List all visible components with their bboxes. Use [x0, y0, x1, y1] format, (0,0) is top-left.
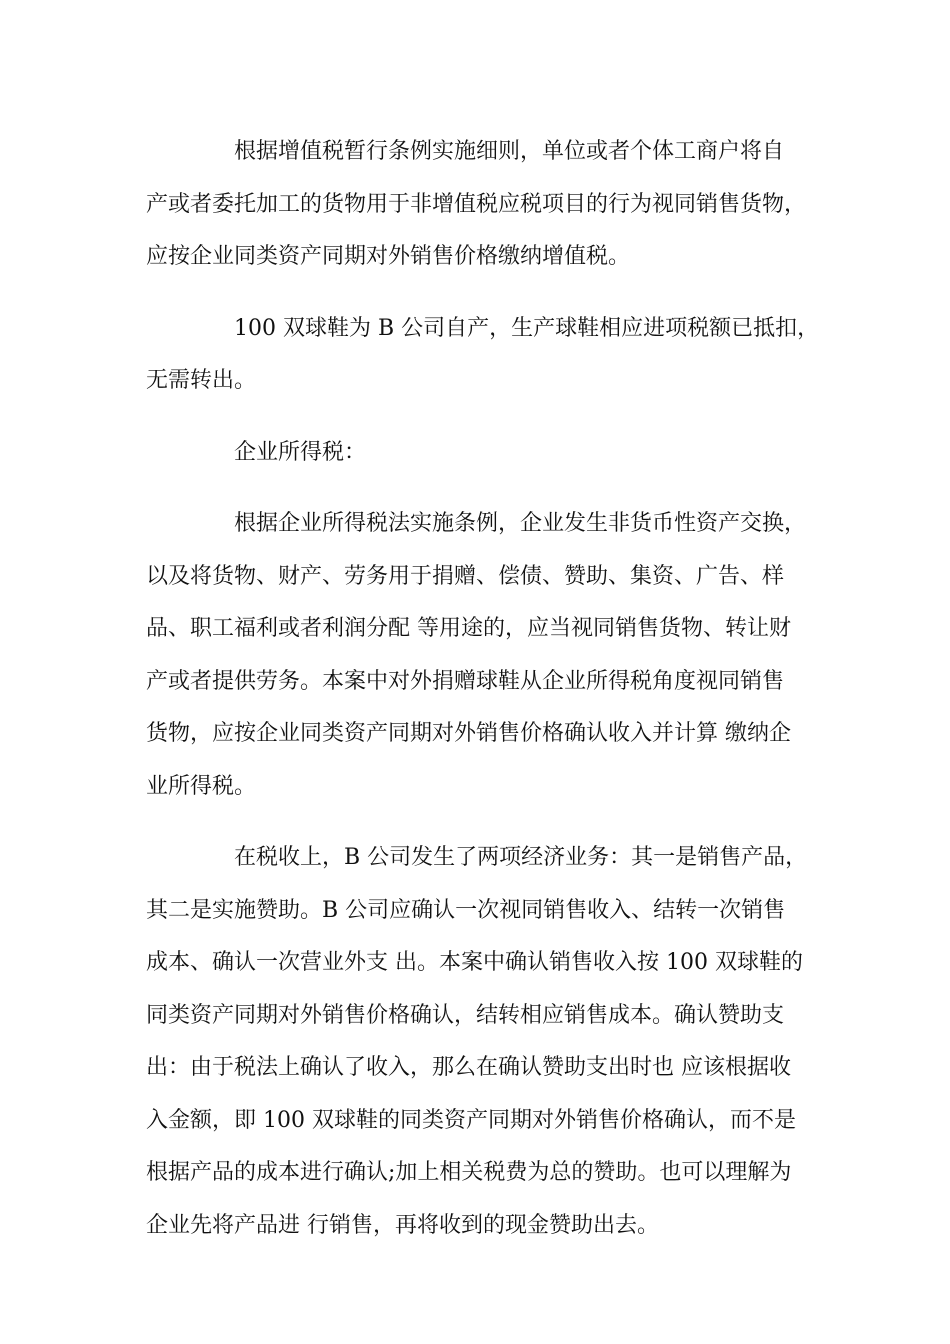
paragraph-vat-regulation: [146, 126, 806, 284]
section-heading-income-tax: [146, 427, 806, 480]
paragraph-income-tax-rule: [146, 498, 806, 813]
paragraph-gap: [146, 479, 806, 498]
text-line: 业所得税。: [146, 773, 257, 799]
paragraph-gap: [146, 408, 806, 427]
text-line: 100 双球鞋为 B 公司自产，生产球鞋相应进项税额已抵扣，: [234, 315, 820, 341]
text-line: 企业先将产品进 行销售，再将收到的现金赞助出去。: [146, 1212, 659, 1238]
text-line: 根据增值税暂行条例实施细则，单位或者个体工商户将自: [234, 139, 785, 164]
paragraph-shoes-self-produced: [146, 303, 820, 408]
text-line: 货物，应按企业同类资产同期对外销售价格确认收入并计算 缴纳企: [146, 721, 791, 746]
text-line: 入金额，即 100 双球鞋的同类资产同期对外销售价格确认，而不是: [146, 1107, 796, 1133]
text-line: 品、职工福利或者利润分配 等用途的，应当视同销售货物、转让财: [146, 616, 791, 641]
text-line: 出：由于税法上确认了收入，那么在确认赞助支出时也 应该根据收: [146, 1055, 791, 1080]
text-line: 产或者提供劳务。本案中对外捐赠球鞋从企业所得税角度视同销售: [146, 668, 785, 694]
text-line: 根据产品的成本进行确认;加上相关税费为总的赞助。也可以理解为: [146, 1160, 792, 1185]
text-line: 成本、确认一次营业外支 出。本案中确认销售收入按 100 双球鞋的: [146, 950, 803, 975]
text-line: 以及将货物、财产、劳务用于捐赠、偿债、赞助、集资、广告、样: [146, 563, 785, 589]
paragraph-tax-treatment: [146, 832, 806, 1252]
text-line: 在税收上，B 公司发生了两项经济业务：其一是销售产品，: [234, 845, 808, 870]
text-line: 企业所得税：: [234, 439, 367, 465]
text-line: 其二是实施赞助。B 公司应确认一次视同销售收入、结转一次销售: [146, 897, 786, 923]
text-line: 根据企业所得税法实施条例，企业发生非货币性资产交换，: [234, 511, 807, 536]
paragraph-gap: [146, 284, 806, 303]
text-line: 无需转出。: [146, 368, 257, 393]
text-line: 同类资产同期对外销售价格确认，结转相应销售成本。确认赞助支: [146, 1002, 785, 1028]
text-line: 产或者委托加工的货物用于非增值税应税项目的行为视同销售货物，: [146, 191, 807, 217]
text-line: 应按企业同类资产同期对外销售价格缴纳增值税。: [146, 244, 631, 269]
paragraph-gap: [146, 813, 806, 832]
document-body: [146, 126, 820, 1252]
